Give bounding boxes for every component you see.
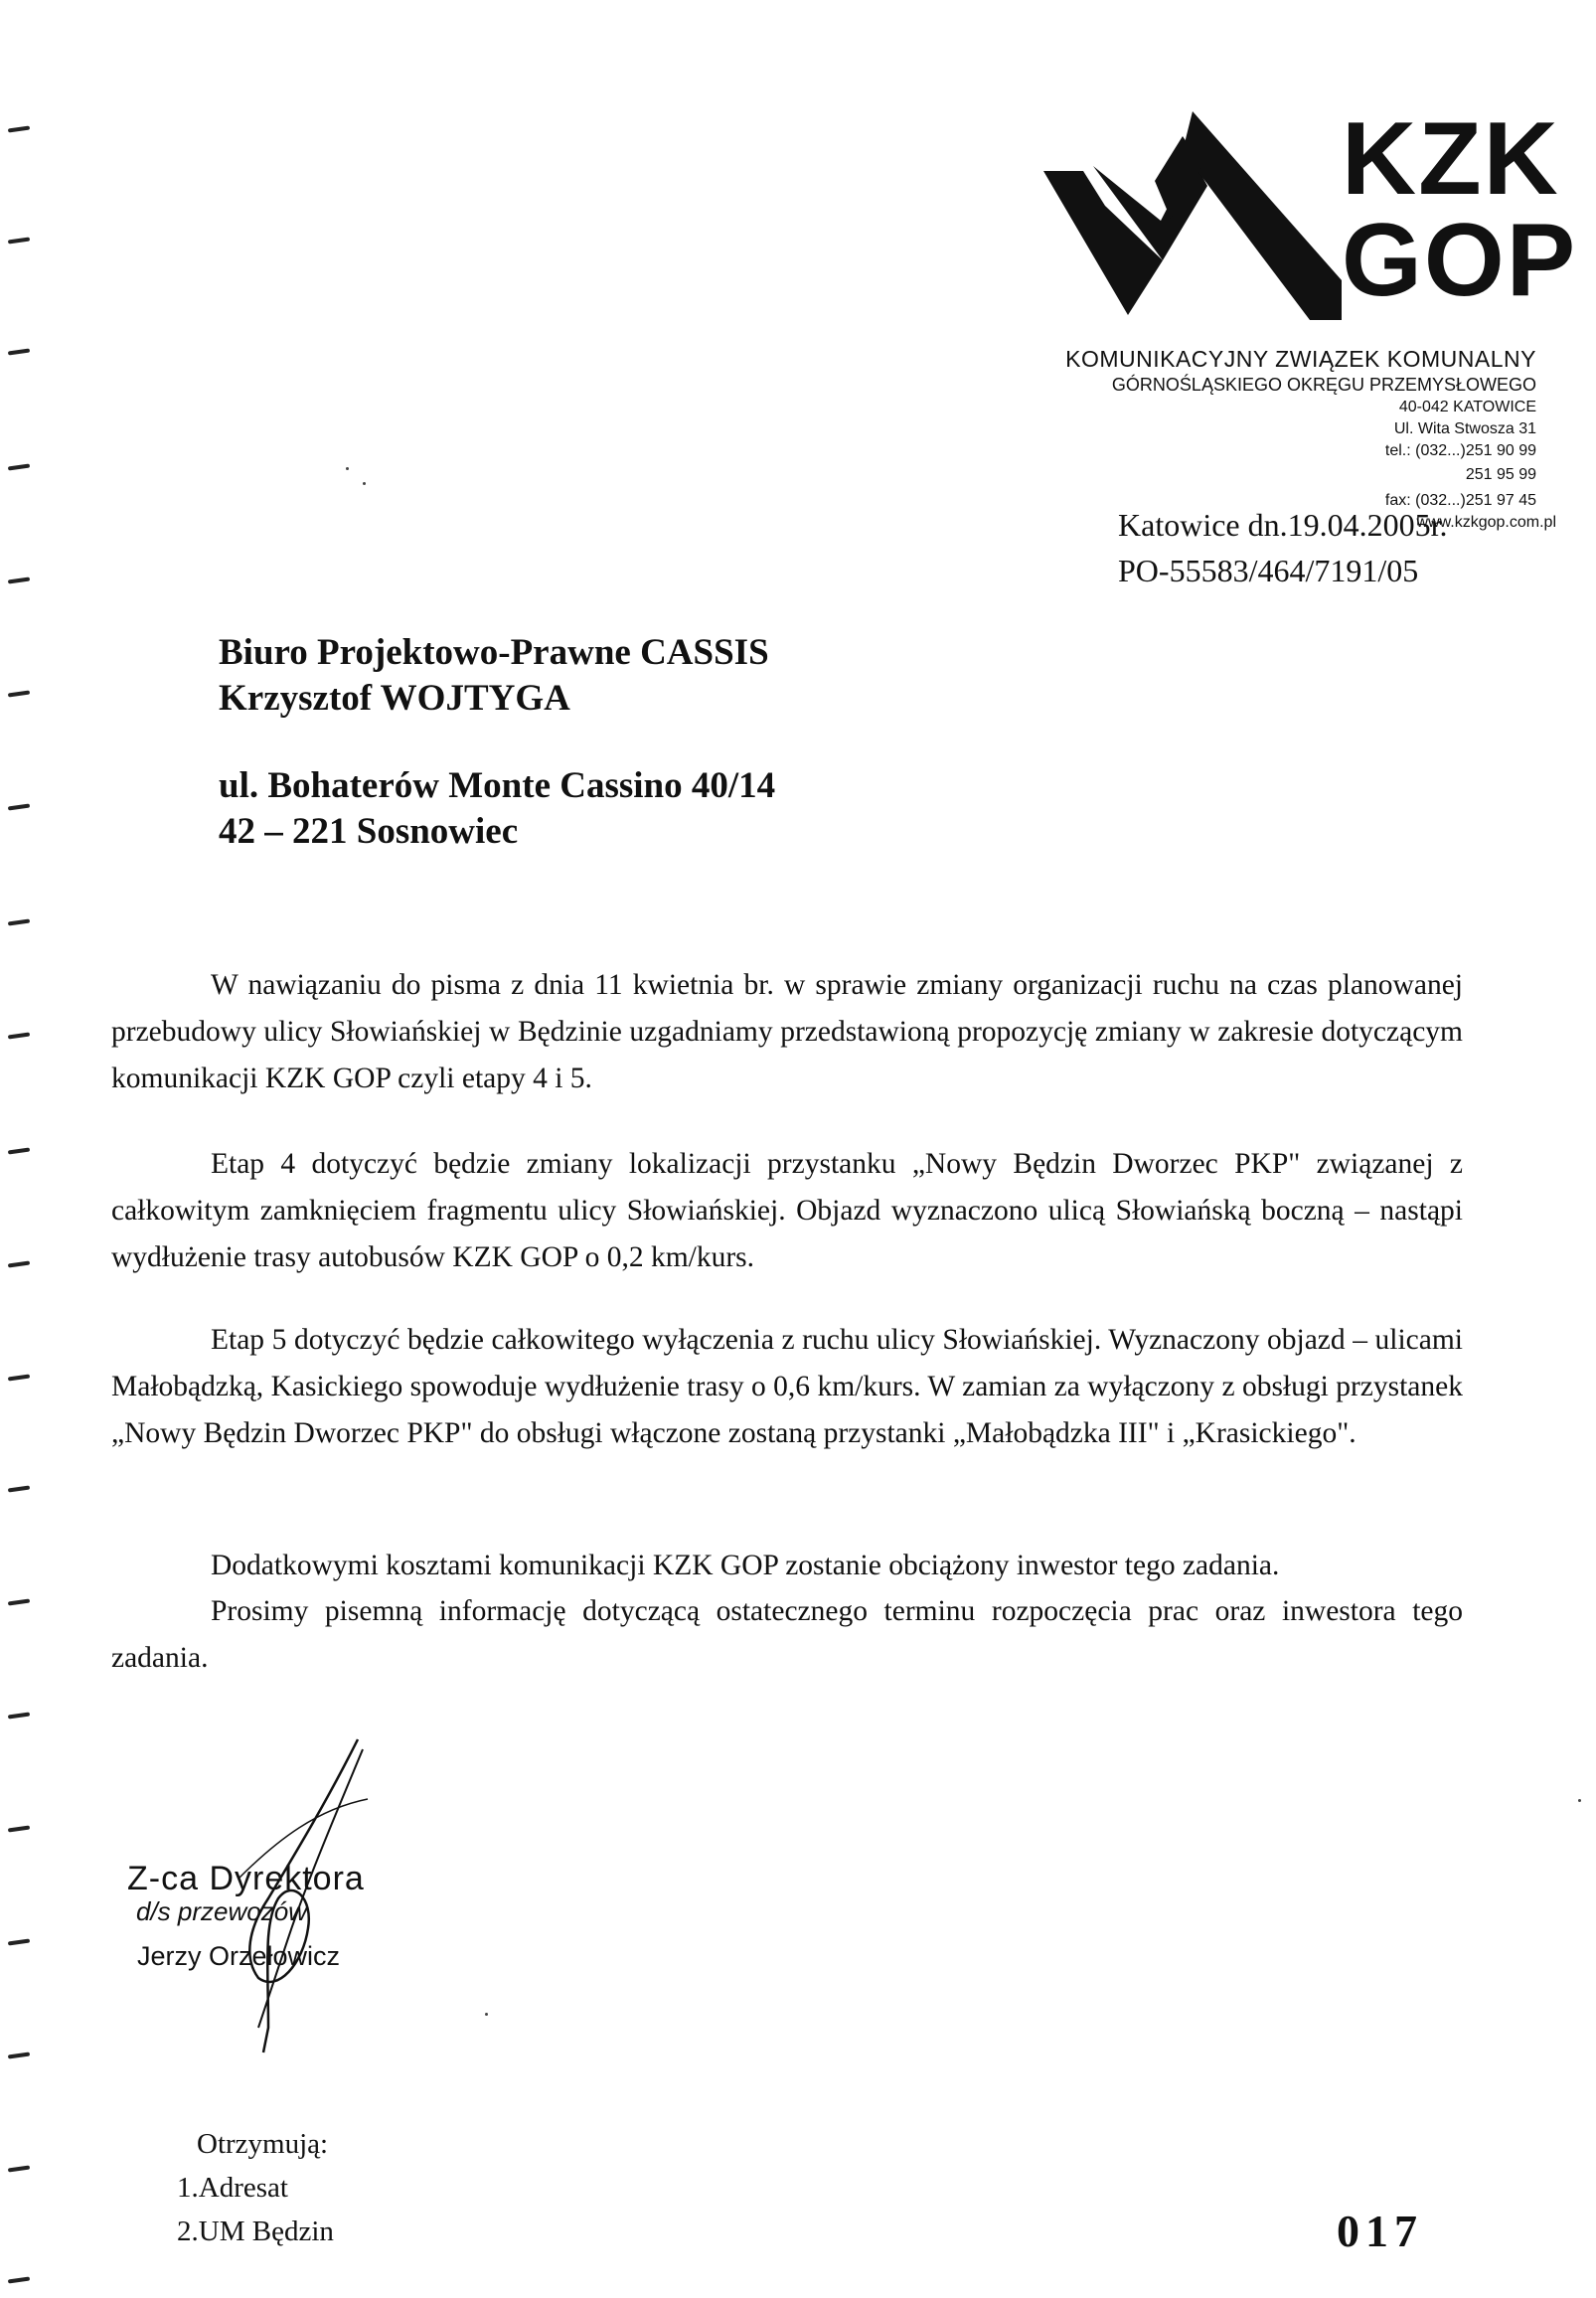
- body-paragraph-1: [111, 962, 1463, 1102]
- org-postal: 40-042 KATOWICE: [1398, 399, 1536, 415]
- scan-edge-mark: [8, 1938, 30, 1945]
- paragraph-text: Dodatkowymi kosztami komunikacji KZK GOP zostanie obciążony inwestor tego zadania.: [211, 1550, 1280, 1581]
- paragraph-text: Etap 4 dotyczyć będzie zmiany lokalizacji przystanku „Nowy Będzin Dworzec PKP" związanej z całkowitym zamknięciem fragmentu ulicy Słowiańskiej. Objazd wyznaczono ulicą Słowiańską boczną – nastąpi wydłużenie trasy autobusów KZK GOP o 0,2 km/kurs.: [111, 1148, 1463, 1273]
- scan-edge-mark: [8, 1598, 30, 1605]
- logo-text-gop: GOP: [1342, 203, 1578, 318]
- org-name-line-2: GÓRNOŚLĄSKIEGO OKRĘGU PRZEMYSŁOWEGO: [1111, 375, 1536, 395]
- org-phone: tel.: (032...)251 90 99: [1384, 442, 1536, 459]
- recipients-heading: Otrzymują:: [197, 2128, 329, 2160]
- org-name-line-1: KOMUNIKACYJNY ZWIĄZEK KOMUNALNY: [1065, 346, 1536, 372]
- scan-speck: [363, 482, 366, 485]
- recipient-item: 1.Adresat: [177, 2172, 288, 2204]
- scan-speck: [346, 467, 349, 470]
- body-paragraph-4: [111, 1543, 1463, 1589]
- scan-edge-mark: [8, 1825, 30, 1832]
- org-fax: fax: (032...)251 97 45: [1384, 492, 1536, 509]
- paragraph-text: Etap 5 dotyczyć będzie całkowitego wyłączenia z ruchu ulicy Słowiańskiej. Wyznaczony objazd – ulicami Małobądzką, Kasickiego spowoduje wydłużenie trasy o 0,6 km/kurs. W zamian za wyłączony z obsługi przystanek „Nowy Będzin Dworzec PKP" do obsługi włączone zostaną przystanki „Małobądzka III" i „Krasickiego".: [111, 1324, 1463, 1449]
- addressee-person: Krzysztof WOJTYGA: [219, 678, 570, 719]
- scan-edge-mark: [8, 1032, 30, 1039]
- scan-speck: [485, 2013, 488, 2016]
- signatory-title: Z-ca Dyrektora: [127, 1860, 365, 1897]
- scan-edge-mark: [8, 237, 30, 244]
- scan-edge-mark: [8, 1147, 30, 1154]
- addressee-street: ul. Bohaterów Monte Cassino 40/14: [219, 765, 776, 806]
- signatory-name: Jerzy Orzełowicz: [137, 1941, 341, 1971]
- scan-edge-mark: [8, 125, 30, 132]
- scan-edge-mark: [8, 348, 30, 355]
- scan-edge-mark: [8, 803, 30, 810]
- scan-edge-mark: [8, 463, 30, 470]
- body-paragraph-3: [111, 1317, 1463, 1457]
- addressee-company: Biuro Projektowo-Prawne CASSIS: [219, 632, 769, 673]
- scan-edge-mark: [8, 2276, 30, 2283]
- letter-date: Katowice dn.19.04.2005r.: [1118, 507, 1448, 543]
- scan-edge-mark: [8, 2165, 30, 2172]
- paragraph-text: Prosimy pisemną informację dotyczącą ostatecznego terminu rozpoczęcia prac oraz inwestora tego zadania.: [111, 1595, 1463, 1674]
- kzk-gop-logo-icon: [1043, 111, 1342, 320]
- page-number: 017: [1337, 2206, 1423, 2256]
- scan-edge-mark: [8, 1260, 30, 1267]
- scan-edge-mark: [8, 1712, 30, 1719]
- scan-speck: [1578, 1799, 1581, 1802]
- scan-edge-mark: [8, 1485, 30, 1492]
- scan-edge-mark: [8, 576, 30, 583]
- reference-number: PO-55583/464/7191/05: [1118, 553, 1419, 588]
- org-website: www.kzkgop.com.pl: [1416, 514, 1556, 531]
- org-street: Ul. Wita Stwosza 31: [1393, 420, 1536, 437]
- signatory-department: d/s przewozów: [136, 1896, 307, 1926]
- body-paragraph-5: [111, 1588, 1463, 1682]
- paragraph-text: W nawiązaniu do pisma z dnia 11 kwietnia br. w sprawie zmiany organizacji ruchu na czas planowanej przebudowy ulicy Słowiańskiej w Będzinie uzgadniamy przedstawioną propozycję zmiany w zakresie dotyczącym komunikacji KZK GOP czyli etapy 4 i 5.: [111, 969, 1463, 1094]
- body-paragraph-2: [111, 1141, 1463, 1281]
- logo-text-kzk: KZK: [1342, 101, 1560, 217]
- org-phone-2: 251 95 99: [1465, 466, 1536, 483]
- scan-edge-mark: [8, 2052, 30, 2058]
- recipient-item: 2.UM Będzin: [177, 2216, 334, 2247]
- scan-edge-mark: [8, 690, 30, 697]
- scan-edge-mark: [8, 1374, 30, 1381]
- addressee-city: 42 – 221 Sosnowiec: [219, 811, 519, 852]
- scan-edge-mark: [8, 918, 30, 925]
